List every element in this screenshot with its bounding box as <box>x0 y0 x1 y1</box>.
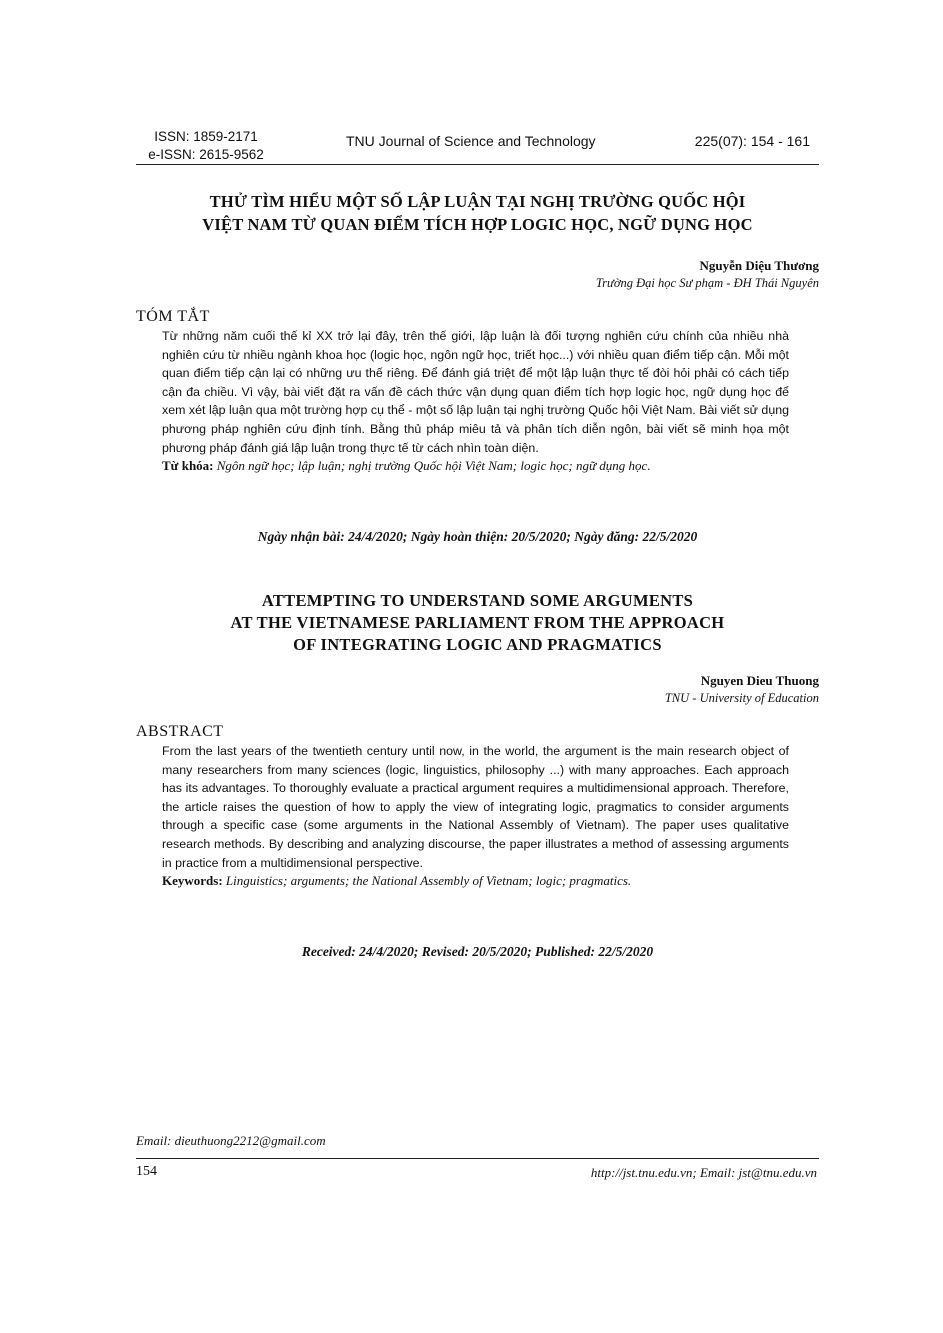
title-en-line-2: AT THE VIETNAMESE PARLIAMENT FROM THE APPROACH <box>230 613 725 632</box>
author-email: Email: dieuthuong2212@gmail.com <box>136 1133 326 1148</box>
journal-name: TNU Journal of Science and Technology <box>346 133 596 149</box>
title-en-line-3: OF INTEGRATING LOGIC AND PRAGMATICS <box>293 635 662 654</box>
abstract-en <box>162 742 789 891</box>
author-en: Nguyen Dieu Thuong <box>700 673 819 688</box>
abstract-vi <box>162 327 789 476</box>
author-vi: Nguyễn Diệu Thương <box>699 258 819 273</box>
issn: ISSN: 1859-2171 <box>154 129 258 144</box>
journal-website: http://jst.tnu.edu.vn; Email: jst@tnu.edu.vn <box>590 1165 817 1180</box>
abstract-en-text: From the last years of the twentieth century until now, in the world, the argument is the main research object of many researchers from many sciences (logic, linguistics, philosophy ...) with many approaches. Each approach has its advantages. To thoroughly evaluate a practical argument requires a multidimensional approach. Therefore, the article raises the question of how to apply the view of integrating logic, pragmatics to consider arguments through a specific case (some arguments in the National Assembly of Vietnam). The paper uses qualitative research methods. By describing and analyzing discourse, the paper illustrates a method of assessing arguments in practice from a multidimensional perspective. <box>162 744 789 870</box>
dates-vi: Ngày nhận bài: 24/4/2020; Ngày hoàn thiện: 20/5/2020; Ngày đăng: 22/5/2020 <box>257 529 698 544</box>
volume-pages: 225(07): 154 - 161 <box>694 133 810 149</box>
footer-divider <box>136 1158 819 1159</box>
title-vi-line-2: VIỆT NAM TỪ QUAN ĐIỂM TÍCH HỢP LOGIC HỌC, NGỮ DỤNG HỌC <box>202 215 753 234</box>
title-en-line-1: ATTEMPTING TO UNDERSTAND SOME ARGUMENTS <box>261 591 694 610</box>
keywords-en <box>162 872 789 891</box>
eissn: e-ISSN: 2615-9562 <box>148 147 264 162</box>
affiliation-en: TNU - University of Education <box>664 691 819 705</box>
keywords-vi-label: Từ khóa: <box>162 458 214 474</box>
abstract-heading-vi: TÓM TẮT <box>136 308 210 325</box>
affiliation-vi: Trường Đại học Sư phạm - ĐH Thái Nguyên <box>595 276 819 290</box>
title-vi-line-1: THỬ TÌM HIỂU MỘT SỐ LẬP LUẬN TẠI NGHỊ TRƯỜNG QUỐC HỘI <box>209 192 746 211</box>
keywords-en-text: Linguistics; arguments; the National Assembly of Vietnam; logic; pragmatics. <box>225 873 632 889</box>
abstract-vi-text: Từ những năm cuối thế kỉ XX trở lại đây, trên thế giới, lập luận là đối tượng nghiên cứu chính của nhiều nhà nghiên cứu từ nhiều ngành khoa học (logic học, ngôn ngữ học, triết học...) với nhiều quan điểm tiếp cận. Mỗi một quan điểm tiếp cận lại có những ưu thế riêng. Để đánh giá triệt để một lập luận thực tế đòi hỏi phải có cách tiếp cận đa chiều. Vì vậy, bài viết đặt ra vấn đề cách thức vận dụng quan điểm tích hợp logic học, ngữ dụng học để xem xét lập luận qua một trường hợp cụ thể - một số lập luận tại nghị trường Quốc hội Việt Nam. Bài viết sử dụng phương pháp nghiên cứu định tính. Bằng thủ pháp miêu tả và phân tích diễn ngôn, bài viết sẽ minh họa một phương pháp đánh giá lập luận trong thực tế từ cách nhìn toàn diện. <box>162 329 789 455</box>
keywords-vi-text: Ngôn ngữ học; lập luận; nghị trường Quốc hội Việt Nam; logic học; ngữ dụng học. <box>216 458 651 474</box>
title-vietnamese <box>136 190 819 236</box>
keywords-en-label: Keywords: <box>162 873 223 889</box>
header-divider <box>136 164 819 165</box>
dates-en: Received: 24/4/2020; Revised: 20/5/2020; Published: 22/5/2020 <box>301 944 654 959</box>
abstract-heading-en: ABSTRACT <box>136 723 224 740</box>
keywords-vi <box>162 457 789 476</box>
title-english <box>136 590 819 656</box>
issn-block <box>145 128 267 164</box>
page-number: 154 <box>136 1164 157 1179</box>
